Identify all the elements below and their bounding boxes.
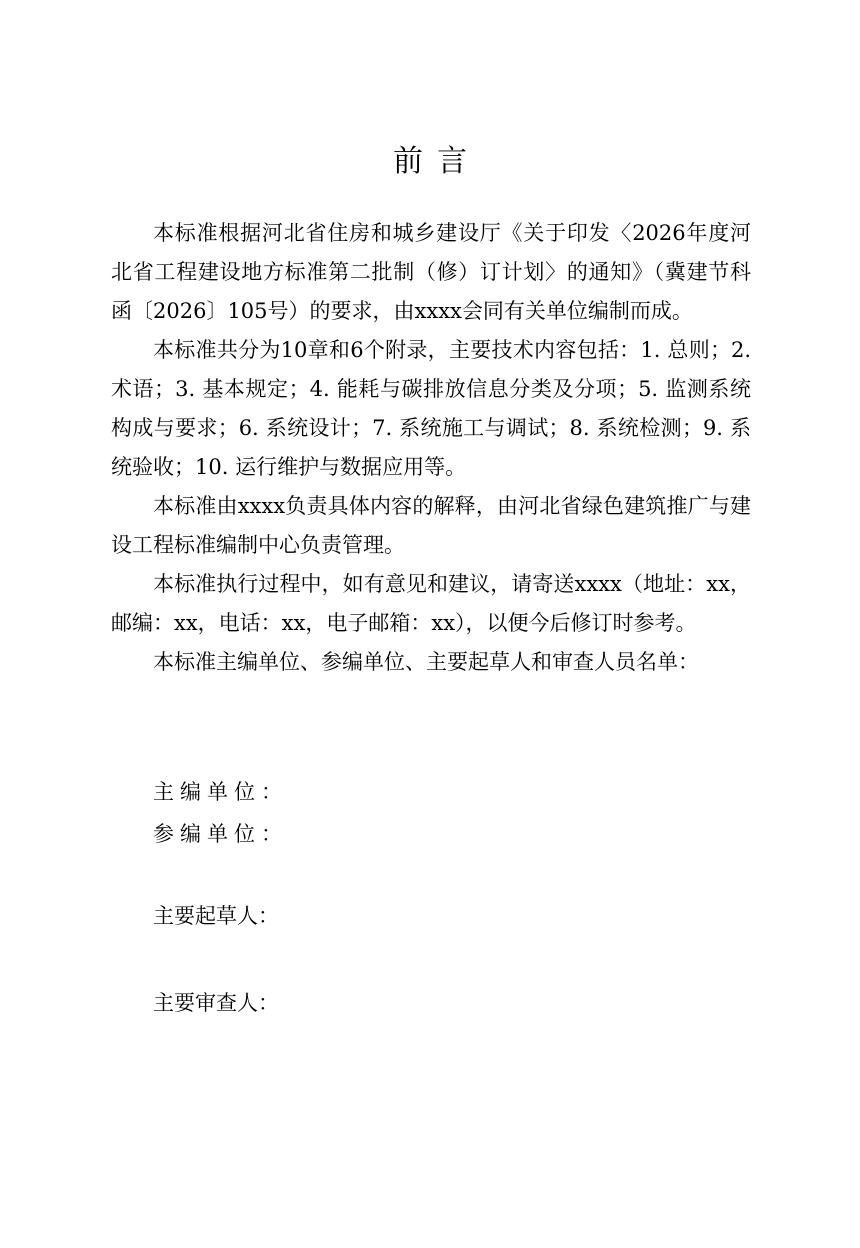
paragraph-basis: 本标准根据河北省住房和城乡建设厅《关于印发〈2026年度河北省工程建设地方标准第二批制（修）订计划〉的通知》（冀建节科函〔2026〕105号）的要求，由xxxx会同有关单位编制而成。 <box>111 221 751 323</box>
foreword-body <box>111 214 751 682</box>
paragraph-list-intro: 本标准主编单位、参编单位、主要起草人和审查人员名单： <box>153 650 699 674</box>
reviewers-label: 主要审查人： <box>153 991 279 1015</box>
paragraph-contents: 本标准共分为10章和6个附录，主要技术内容包括：1. 总则；2. 术语；3. 基本规定；4. 能耗与碳排放信息分类及分项；5. 监测系统构成与要求；6. 系统设计；7. 系统施工与调试；8. 系统检测；9. 系统验收；10. 运行维护与数据应用等。 <box>111 338 751 479</box>
chief-unit-label: 主编单位： <box>153 780 288 804</box>
paragraph-interpretation: 本标准由xxxx负责具体内容的解释，由河北省绿色建筑推广与建设工程标准编制中心负责管理。 <box>111 494 751 557</box>
drafters-label: 主要起草人： <box>153 904 279 928</box>
paragraph-feedback: 本标准执行过程中，如有意见和建议，请寄送xxxx（地址：xx，邮编：xx，电话：xx，电子邮箱：xx），以便今后修订时参考。 <box>111 572 751 635</box>
participating-unit-label: 参编单位： <box>153 822 288 846</box>
page-title: 前言 <box>393 144 481 179</box>
